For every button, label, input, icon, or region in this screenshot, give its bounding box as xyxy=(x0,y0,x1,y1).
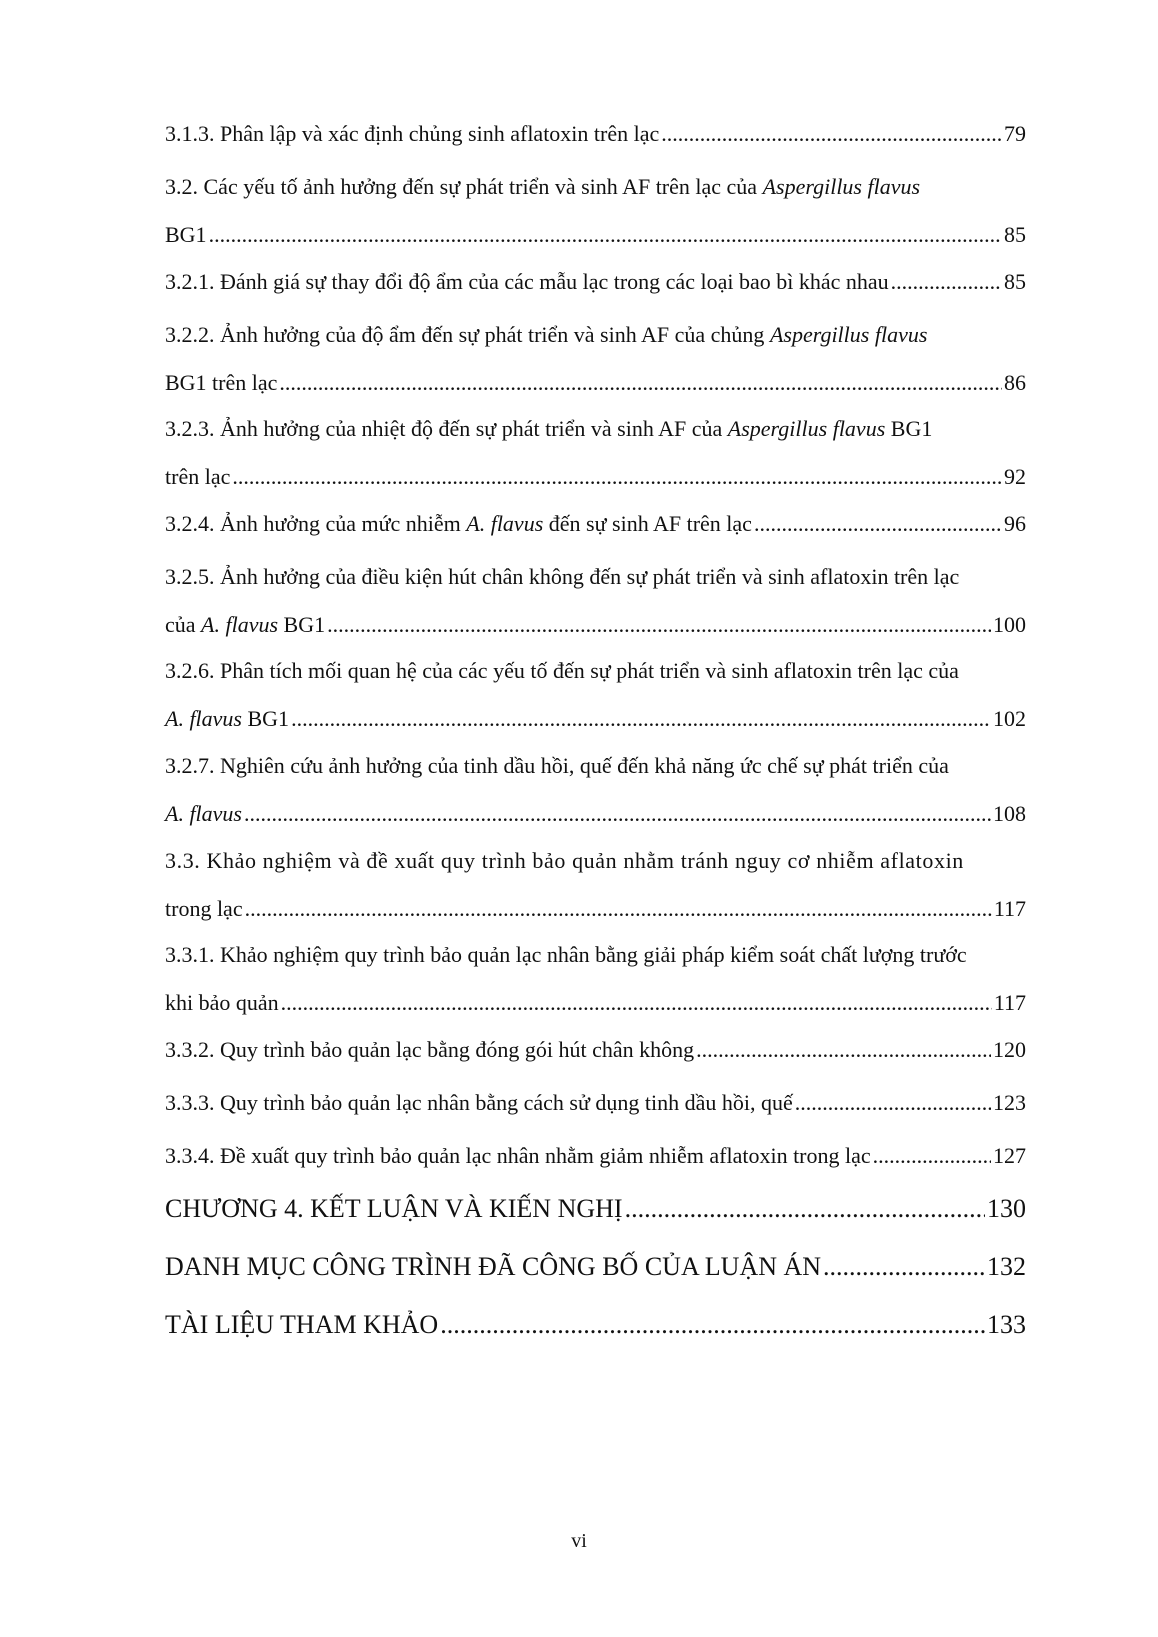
toc-entry-title: 3.2.5. Ảnh hưởng của điều kiện hút chân không đến sự phát triển và sinh aflatoxin trên lạc xyxy=(165,564,960,589)
toc-page-number: 102 xyxy=(993,706,1026,731)
toc-entry-title-cont: BG1 xyxy=(165,222,207,247)
toc-leader xyxy=(823,1243,985,1291)
toc-leader xyxy=(232,453,1002,501)
toc-entry-title: 3.3.1. Khảo nghiệm quy trình bảo quản lạc nhân bằng giải pháp kiểm soát chất lượng trước xyxy=(165,942,967,967)
toc-page-number: 130 xyxy=(987,1194,1026,1223)
toc-entry-title: 3.3.4. Đề xuất quy trình bảo quản lạc nhân nhằm giảm nhiễm aflatoxin trong lạc xyxy=(165,1143,871,1168)
toc-entry-title-cont: BG1 trên lạc xyxy=(165,370,278,395)
toc-leader xyxy=(754,500,1002,548)
toc-leader xyxy=(891,258,1002,306)
toc-entry[interactable] xyxy=(165,837,1026,933)
toc-entry-italic: Aspergillus flavus xyxy=(727,416,886,441)
toc-entry-title: TÀI LIỆU THAM KHẢO xyxy=(165,1310,439,1339)
toc-leader xyxy=(245,885,992,933)
toc-page-number: 100 xyxy=(993,612,1026,637)
toc-leader xyxy=(327,601,991,649)
toc-entry-title: 3.2. Các yếu tố ảnh hưởng đến sự phát triển và sinh AF trên lạc của xyxy=(165,174,763,199)
toc-leader xyxy=(661,110,1002,158)
toc-entry-title: 3.3.2. Quy trình bảo quản lạc bằng đóng gói hút chân không xyxy=(165,1037,695,1062)
toc-page-number: 123 xyxy=(993,1090,1026,1115)
toc-entry-italic: Aspergillus flavus xyxy=(769,322,928,347)
toc-entry-chapter[interactable] xyxy=(165,1185,1026,1233)
toc-leader xyxy=(625,1185,985,1233)
toc-page-number: 79 xyxy=(1004,121,1026,146)
toc-entry-title: 3.3.3. Quy trình bảo quản lạc nhân bằng cách sử dụng tinh dầu hồi, quế xyxy=(165,1090,793,1115)
toc-entry-title: 3.2.7. Nghiên cứu ảnh hưởng của tinh dầu hồi, quế đến khả năng ức chế sự phát triển của xyxy=(165,753,949,778)
toc-entry[interactable] xyxy=(165,742,1026,838)
toc-entry-title-cont: trên lạc xyxy=(165,464,231,489)
toc-leader xyxy=(696,1026,991,1074)
toc-entry[interactable] xyxy=(165,1079,1026,1127)
toc-page-number: 86 xyxy=(1004,370,1026,395)
toc-entry[interactable] xyxy=(165,500,1026,548)
toc-page-number: 127 xyxy=(993,1143,1026,1168)
toc-leader xyxy=(209,211,1002,259)
toc-entry-title-cont: trong lạc xyxy=(165,896,243,921)
toc-leader xyxy=(279,359,1002,407)
toc-entry-title: 3.2.2. Ảnh hưởng của độ ẩm đến sự phát triển và sinh AF của chủng xyxy=(165,322,770,347)
toc-entry-chapter[interactable] xyxy=(165,1301,1026,1349)
toc-leader xyxy=(281,979,992,1027)
toc-page-number: 96 xyxy=(1004,511,1026,536)
toc-leader xyxy=(873,1132,991,1180)
toc-leader xyxy=(795,1079,991,1127)
toc-page-number: 133 xyxy=(987,1310,1026,1339)
toc-entry[interactable] xyxy=(165,931,1026,1027)
toc-entry[interactable] xyxy=(165,163,1026,259)
toc-entry[interactable] xyxy=(165,1026,1026,1074)
toc-entry-title: 3.1.3. Phân lập và xác định chủng sinh aflatoxin trên lạc xyxy=(165,121,660,146)
toc-entry-title: đến sự sinh AF trên lạc xyxy=(543,511,752,536)
toc-entry-italic: A. flavus xyxy=(466,511,544,536)
toc-leader xyxy=(440,1301,985,1349)
toc-leader xyxy=(291,695,991,743)
toc-page-number: 85 xyxy=(1004,269,1026,294)
toc-page-number: 117 xyxy=(993,990,1026,1015)
toc-leader xyxy=(244,790,991,838)
toc-entry-title-cont: BG1 xyxy=(278,612,326,637)
toc-entry-italic: A. flavus xyxy=(165,801,242,826)
toc-entry-title: BG1 xyxy=(885,416,933,441)
toc-entry[interactable] xyxy=(165,405,1026,501)
toc-entry-italic: Aspergillus flavus xyxy=(762,174,921,199)
toc-entry-title: DANH MỤC CÔNG TRÌNH ĐÃ CÔNG BỐ CỦA LUẬN ÁN xyxy=(165,1252,822,1281)
toc-entry-title: 3.2.3. Ảnh hưởng của nhiệt độ đến sự phát triển và sinh AF của xyxy=(165,416,728,441)
toc-page-number: 120 xyxy=(993,1037,1026,1062)
toc-page-number: 92 xyxy=(1004,464,1026,489)
toc-entry-title: 3.3. Khảo nghiệm và đề xuất quy trình bảo quản nhằm tránh nguy cơ nhiễm aflatoxin xyxy=(165,848,964,873)
toc-entry-title: 3.2.6. Phân tích mối quan hệ của các yếu tố đến sự phát triển và sinh aflatoxin trên lạc của xyxy=(165,658,959,683)
toc-entry-title: 3.2.4. Ảnh hưởng của mức nhiễm xyxy=(165,511,467,536)
toc-entry-title: CHƯƠNG 4. KẾT LUẬN VÀ KIẾN NGHỊ xyxy=(165,1194,623,1223)
toc-entry[interactable] xyxy=(165,311,1026,407)
toc-page-number: 85 xyxy=(1004,222,1026,247)
toc-entry[interactable] xyxy=(165,1132,1026,1180)
toc-entry[interactable] xyxy=(165,110,1026,158)
toc-entry-title: 3.2.1. Đánh giá sự thay đổi độ ẩm của các mẫu lạc trong các loại bao bì khác nhau xyxy=(165,269,889,294)
toc-entry[interactable] xyxy=(165,258,1026,306)
toc-entry[interactable] xyxy=(165,647,1026,743)
toc-entry-chapter[interactable] xyxy=(165,1243,1026,1291)
toc-page-number: 132 xyxy=(987,1252,1026,1281)
toc-entry[interactable] xyxy=(165,553,1026,649)
page-number-footer: vi xyxy=(571,1530,587,1552)
toc-entry-italic: A. flavus xyxy=(201,612,279,637)
toc-page-number: 108 xyxy=(993,801,1026,826)
toc-entry-italic: A. flavus xyxy=(165,706,242,731)
toc-entry-title-cont: của xyxy=(165,612,202,637)
toc-entry-title-cont: khi bảo quản xyxy=(165,990,279,1015)
toc-entry-title-cont: BG1 xyxy=(242,706,290,731)
toc-page-number: 117 xyxy=(993,896,1026,921)
